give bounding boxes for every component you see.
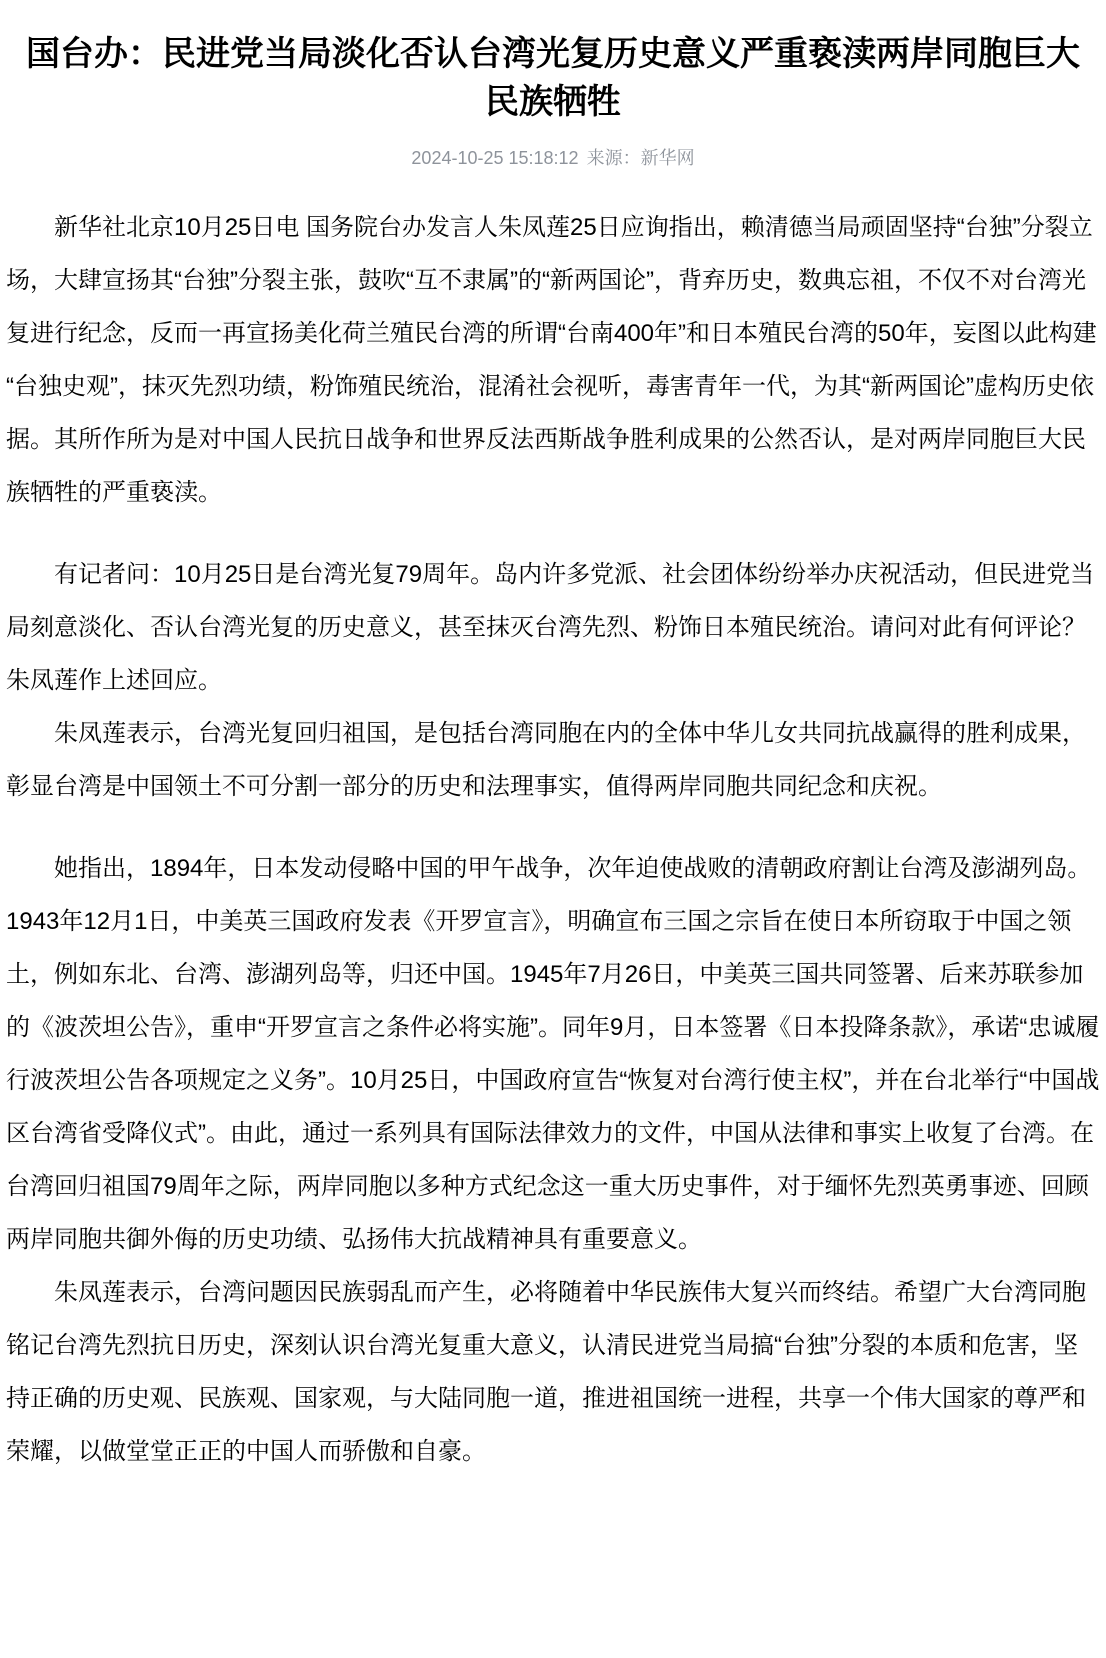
source-name: 新华网: [640, 148, 695, 168]
article-paragraph: 朱凤莲表示，台湾光复回归祖国，是包括台湾同胞在内的全体中华儿女共同抗战赢得的胜利成果，彰显台湾是中国领土不可分割一部分的历史和法理事实，值得两岸同胞共同纪念和庆祝。: [6, 720, 1086, 800]
publish-datetime: 2024-10-25 15:18:12: [411, 148, 579, 168]
article-title: 国台办：民进党当局淡化否认台湾光复历史意义严重亵渎两岸同胞巨大民族牺牲: [26, 35, 1080, 121]
source-label: 来源：: [586, 148, 641, 168]
article-paragraph: 朱凤莲表示，台湾问题因民族弱乱而产生，必将随着中华民族伟大复兴而终结。希望广大台湾同胞铭记台湾先烈抗日历史，深刻认识台湾光复重大意义，认清民进党当局搞“台独”分裂的本质和危害，坚持正确的历史观、民族观、国家观，与大陆同胞一道，推进祖国统一进程，共享一个伟大国家的尊严和荣耀，以做堂堂正正的中国人而骄傲和自豪。: [6, 1279, 1086, 1465]
article-paragraph: 有记者问：10月25日是台湾光复79周年。岛内许多党派、社会团体纷纷举办庆祝活动，但民进党当局刻意淡化、否认台湾光复的历史意义，甚至抹灭台湾先烈、粉饰日本殖民统治。请问对此有何评论？朱凤莲作上述回应。: [6, 561, 1095, 694]
article-body: [6, 201, 1100, 1478]
article-meta-line: [6, 145, 1100, 171]
article-paragraph: 她指出，1894年，日本发动侵略中国的甲午战争，次年迫使战败的清朝政府割让台湾及澎湖列岛。1943年12月1日，中美英三国政府发表《开罗宣言》，明确宣布三国之宗旨在使日本所窃取于中国之领土，例如东北、台湾、澎湖列岛等，归还中国。1945年7月26日，中美英三国共同签署、后来苏联参加的《波茨坦公告》，重申“开罗宣言之条件必将实施”。同年9月，日本签署《日本投降条款》，承诺“忠诚履行波茨坦公告各项规定之义务”。10月25日，中国政府宣告“恢复对台湾行使主权”，并在台北举行“中国战区台湾省受降仪式”。由此，通过一系列具有国际法律效力的文件，中国从法律和事实上收复了台湾。在台湾回归祖国79周年之际，两岸同胞以多种方式纪念这一重大历史事件，对于缅怀先烈英勇事迹、回顾两岸同胞共御外侮的历史功绩、弘扬伟大抗战精神具有重要意义。: [6, 855, 1100, 1253]
article-paragraph: 新华社北京10月25日电 国务院台办发言人朱凤莲25日应询指出，赖清德当局顽固坚持“台独”分裂立场，大肆宣扬其“台独”分裂主张，鼓吹“互不隶属”的“新两国论”，背弃历史，数典忘祖，不仅不对台湾光复进行纪念，反而一再宣扬美化荷兰殖民台湾的所谓“台南400年”和日本殖民台湾的50年，妄图以此构建“台独史观”，抹灭先烈功绩，粉饰殖民统治，混淆社会视听，毒害青年一代，为其“新两国论”虚构历史依据。其所作所为是对中国人民抗日战争和世界反法西斯战争胜利成果的公然否认，是对两岸同胞巨大民族牺牲的严重亵渎。: [6, 214, 1097, 506]
